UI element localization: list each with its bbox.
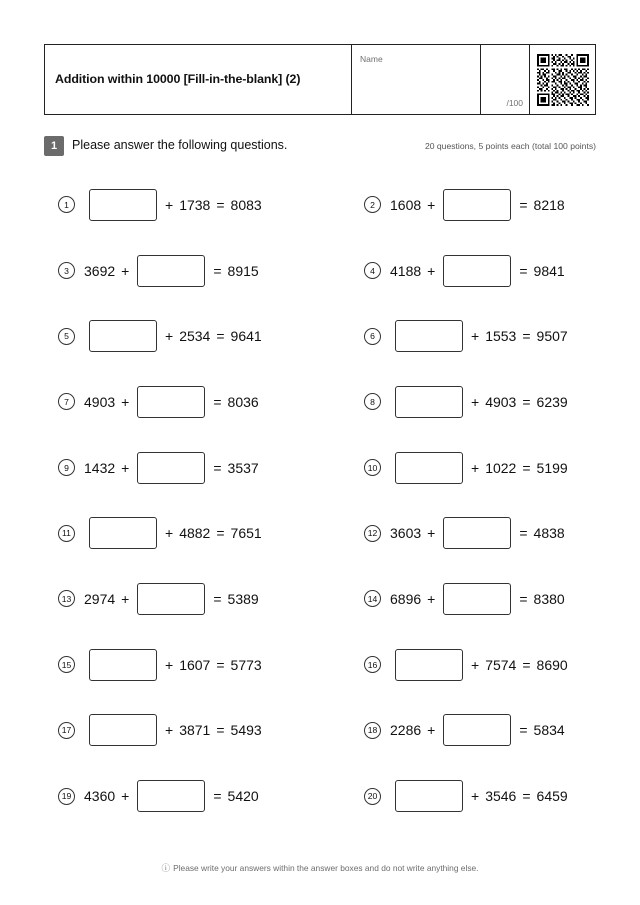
plus-sign: +	[121, 459, 130, 476]
number-token: 5773	[230, 656, 262, 673]
question-number: 16	[364, 656, 381, 673]
number-token: 4903	[84, 393, 116, 410]
answer-box[interactable]	[443, 255, 511, 287]
number-token: 8380	[533, 590, 565, 607]
question-row	[44, 566, 596, 632]
number-token: 2534	[179, 328, 211, 345]
question-expression	[390, 189, 568, 221]
number-token: 4360	[84, 788, 116, 805]
question-item	[44, 632, 320, 698]
question-expression	[390, 649, 571, 681]
question-expression	[390, 386, 571, 418]
question-expression	[84, 517, 265, 549]
answer-box[interactable]	[137, 583, 205, 615]
question-expression	[84, 386, 262, 418]
question-row	[44, 763, 596, 829]
number-token: 5199	[536, 459, 568, 476]
number-token: 8218	[533, 196, 565, 213]
question-row	[44, 435, 596, 501]
answer-box[interactable]	[395, 780, 463, 812]
question-number: 3	[58, 262, 75, 279]
number-token: 5834	[533, 722, 565, 739]
question-number: 15	[58, 656, 75, 673]
equals-sign: =	[216, 722, 225, 739]
question-expression	[84, 649, 265, 681]
question-expression	[84, 780, 262, 812]
number-token: 4838	[533, 525, 565, 542]
number-token: 2974	[84, 590, 116, 607]
number-token: 4903	[485, 393, 517, 410]
question-number: 17	[58, 722, 75, 739]
question-number: 19	[58, 788, 75, 805]
number-token: 3603	[390, 525, 422, 542]
question-expression	[390, 583, 568, 615]
question-row	[44, 238, 596, 304]
question-expression	[390, 780, 571, 812]
equals-sign: =	[519, 196, 528, 213]
question-item	[320, 172, 596, 238]
number-token: 1022	[485, 459, 517, 476]
name-label: Name	[360, 54, 383, 64]
equals-sign: =	[522, 459, 531, 476]
question-item	[320, 435, 596, 501]
answer-box[interactable]	[137, 452, 205, 484]
questions-grid	[44, 172, 596, 829]
answer-box[interactable]	[395, 452, 463, 484]
number-token: 1738	[179, 196, 211, 213]
number-token: 5493	[230, 722, 262, 739]
question-item	[44, 566, 320, 632]
number-token: 8083	[230, 196, 262, 213]
question-row	[44, 303, 596, 369]
footer-note-row	[0, 862, 640, 874]
question-number: 14	[364, 590, 381, 607]
number-token: 5420	[227, 788, 259, 805]
number-token: 8690	[536, 656, 568, 673]
question-item	[44, 435, 320, 501]
number-token: 6896	[390, 590, 422, 607]
question-expression	[84, 452, 262, 484]
equals-sign: =	[216, 656, 225, 673]
answer-box[interactable]	[89, 649, 157, 681]
question-expression	[390, 714, 568, 746]
question-number: 7	[58, 393, 75, 410]
plus-sign: +	[121, 262, 130, 279]
question-item	[320, 763, 596, 829]
question-number: 18	[364, 722, 381, 739]
question-item	[44, 238, 320, 304]
question-number: 4	[364, 262, 381, 279]
question-item	[320, 369, 596, 435]
plus-sign: +	[471, 393, 480, 410]
answer-box[interactable]	[395, 649, 463, 681]
question-number: 9	[58, 459, 75, 476]
plus-sign: +	[427, 590, 436, 607]
number-token: 1432	[84, 459, 116, 476]
question-number: 1	[58, 196, 75, 213]
question-expression	[390, 320, 571, 352]
plus-sign: +	[121, 788, 130, 805]
answer-box[interactable]	[89, 714, 157, 746]
header-title-cell	[45, 45, 351, 114]
question-item	[320, 303, 596, 369]
answer-box[interactable]	[443, 583, 511, 615]
question-number: 8	[364, 393, 381, 410]
number-token: 3546	[485, 788, 517, 805]
plus-sign: +	[165, 328, 174, 345]
plus-sign: +	[427, 262, 436, 279]
footer-note: Please write your answers within the answer boxes and do not write anything else.	[173, 863, 479, 873]
equals-sign: =	[522, 328, 531, 345]
plus-sign: +	[471, 459, 480, 476]
plus-sign: +	[121, 393, 130, 410]
question-number: 13	[58, 590, 75, 607]
instruction-row	[44, 136, 596, 158]
page-title: Addition within 10000 [Fill-in-the-blank] (2)	[55, 71, 301, 86]
equals-sign: =	[213, 590, 222, 607]
question-number: 5	[58, 328, 75, 345]
answer-box[interactable]	[137, 780, 205, 812]
question-item	[44, 500, 320, 566]
number-token: 1553	[485, 328, 517, 345]
plus-sign: +	[471, 656, 480, 673]
question-expression	[390, 255, 568, 287]
question-expression	[84, 189, 265, 221]
question-row	[44, 500, 596, 566]
instruction-text: Please answer the following questions.	[72, 138, 288, 152]
question-item	[320, 238, 596, 304]
equals-sign: =	[216, 196, 225, 213]
number-token: 6459	[536, 788, 568, 805]
number-token: 5389	[227, 590, 259, 607]
section-number-badge: 1	[44, 136, 64, 156]
number-token: 3692	[84, 262, 116, 279]
question-item	[44, 369, 320, 435]
question-item	[320, 698, 596, 764]
question-item	[44, 763, 320, 829]
qr-code-cell	[529, 45, 595, 114]
plus-sign: +	[471, 328, 480, 345]
answer-box[interactable]	[137, 386, 205, 418]
equals-sign: =	[519, 525, 528, 542]
equals-sign: =	[522, 393, 531, 410]
answer-box[interactable]	[395, 386, 463, 418]
number-token: 6239	[536, 393, 568, 410]
plus-sign: +	[427, 196, 436, 213]
answer-box[interactable]	[443, 517, 511, 549]
answer-box[interactable]	[395, 320, 463, 352]
points-note: 20 questions, 5 points each (total 100 points)	[424, 141, 596, 151]
plus-sign: +	[165, 722, 174, 739]
number-token: 3871	[179, 722, 211, 739]
score-label: /100	[506, 98, 523, 108]
info-icon: ⓘ	[161, 863, 171, 873]
plus-sign: +	[427, 525, 436, 542]
equals-sign: =	[216, 328, 225, 345]
number-token: 8036	[227, 393, 259, 410]
number-token: 4188	[390, 262, 422, 279]
question-row	[44, 172, 596, 238]
equals-sign: =	[213, 788, 222, 805]
number-token: 9507	[536, 328, 568, 345]
answer-box[interactable]	[89, 189, 157, 221]
number-token: 2286	[390, 722, 422, 739]
question-item	[44, 698, 320, 764]
plus-sign: +	[165, 656, 174, 673]
answer-box[interactable]	[89, 320, 157, 352]
plus-sign: +	[427, 722, 436, 739]
equals-sign: =	[519, 262, 528, 279]
answer-box[interactable]	[89, 517, 157, 549]
question-number: 10	[364, 459, 381, 476]
question-row	[44, 698, 596, 764]
number-token: 8915	[227, 262, 259, 279]
number-token: 7574	[485, 656, 517, 673]
qr-code-icon	[537, 54, 589, 106]
number-token: 9841	[533, 262, 565, 279]
question-item	[320, 632, 596, 698]
plus-sign: +	[165, 525, 174, 542]
question-expression	[84, 714, 265, 746]
question-item	[44, 303, 320, 369]
question-expression	[390, 517, 568, 549]
question-item	[320, 566, 596, 632]
plus-sign: +	[471, 788, 480, 805]
equals-sign: =	[213, 262, 222, 279]
plus-sign: +	[121, 590, 130, 607]
header-box	[44, 44, 596, 115]
question-number: 12	[364, 525, 381, 542]
question-expression	[390, 452, 571, 484]
answer-box[interactable]	[137, 255, 205, 287]
question-row	[44, 369, 596, 435]
equals-sign: =	[522, 656, 531, 673]
number-token: 1608	[390, 196, 422, 213]
equals-sign: =	[216, 525, 225, 542]
plus-sign: +	[165, 196, 174, 213]
equals-sign: =	[213, 393, 222, 410]
number-token: 4882	[179, 525, 211, 542]
question-number: 6	[364, 328, 381, 345]
question-expression	[84, 583, 262, 615]
question-expression	[84, 255, 262, 287]
equals-sign: =	[519, 722, 528, 739]
number-token: 7651	[230, 525, 262, 542]
equals-sign: =	[213, 459, 222, 476]
question-item	[320, 500, 596, 566]
answer-box[interactable]	[443, 189, 511, 221]
question-item	[44, 172, 320, 238]
question-expression	[84, 320, 265, 352]
name-field[interactable]	[351, 45, 480, 114]
question-number: 11	[58, 525, 75, 542]
question-number: 2	[364, 196, 381, 213]
answer-box[interactable]	[443, 714, 511, 746]
number-token: 3537	[227, 459, 259, 476]
question-row	[44, 632, 596, 698]
equals-sign: =	[522, 788, 531, 805]
number-token: 9641	[230, 328, 262, 345]
equals-sign: =	[519, 590, 528, 607]
question-number: 20	[364, 788, 381, 805]
number-token: 1607	[179, 656, 211, 673]
score-field[interactable]	[480, 45, 529, 114]
